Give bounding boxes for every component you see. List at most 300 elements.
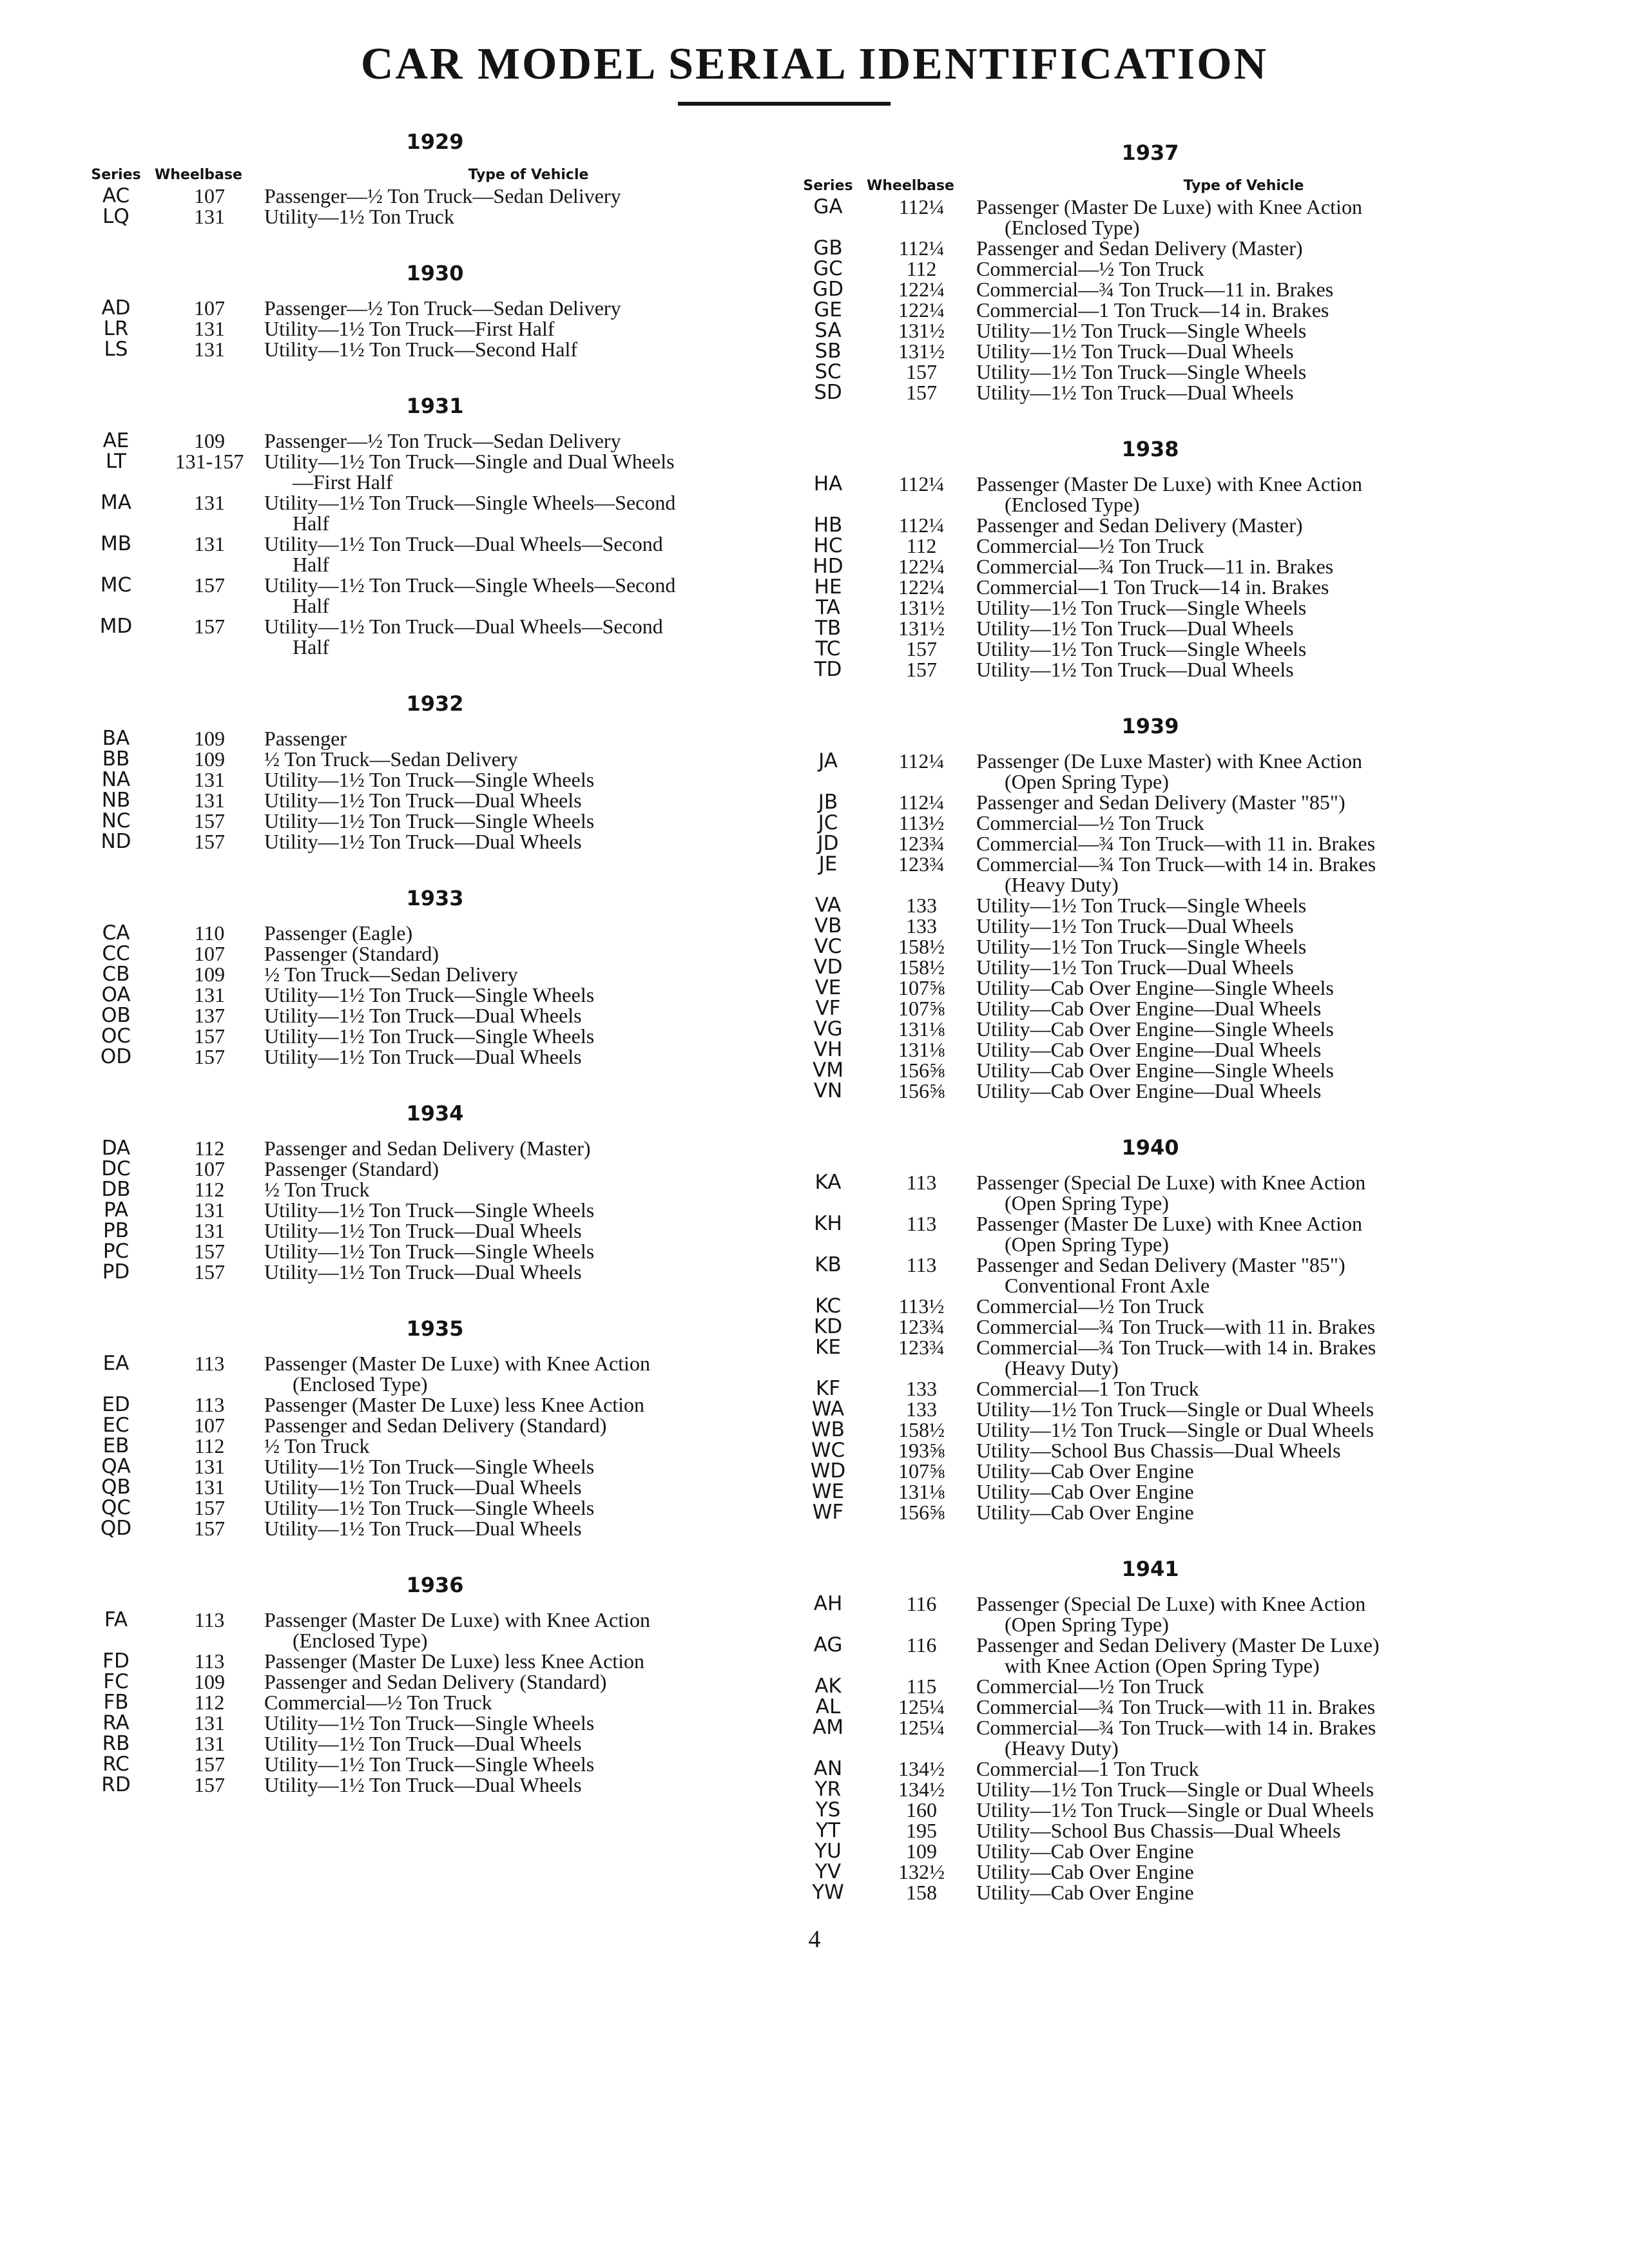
table-row <box>77 298 793 318</box>
series-code: HC <box>813 534 843 557</box>
vehicle-type-cell <box>264 790 793 811</box>
vehicle-type-continuation: (Open Spring Type) <box>1005 1233 1169 1256</box>
vehicle-type: Utility—Cab Over Engine <box>976 1860 1194 1883</box>
table-row <box>789 998 1511 1019</box>
series-code: LR <box>103 317 129 340</box>
vehicle-type-cell <box>976 1861 1511 1882</box>
vehicle-type: Passenger (Special De Luxe) with Knee Action <box>976 1171 1366 1194</box>
series-code: OA <box>101 983 131 1006</box>
vehicle-type: Utility—1½ Ton Truck—Single Wheels <box>264 1240 595 1263</box>
table-row <box>77 1774 793 1795</box>
table-row <box>789 659 1511 680</box>
wheelbase-value: 156⅝ <box>898 1079 945 1102</box>
table-row <box>77 749 793 769</box>
vehicle-type-cell <box>264 923 793 943</box>
vehicle-type: Utility—1½ Ton Truck—Single or Dual Wheels <box>976 1398 1374 1421</box>
wheelbase-value: 112¼ <box>898 514 945 537</box>
year-heading: 1932 <box>406 691 464 716</box>
table-row <box>77 339 793 360</box>
table-row <box>789 1502 1511 1523</box>
vehicle-type-cell <box>264 1610 793 1651</box>
year-section-1929 <box>77 129 793 227</box>
vehicle-type: Passenger (Master De Luxe) with Knee Action <box>264 1352 650 1375</box>
table-row <box>789 1635 1511 1676</box>
vehicle-type-cell <box>264 1046 793 1067</box>
vehicle-type-cell <box>264 575 793 616</box>
vehicle-type-cell <box>264 769 793 790</box>
vehicle-type-cell <box>264 943 793 964</box>
wheelbase-header: Wheelbase <box>867 178 954 194</box>
series-code: AN <box>813 1757 843 1780</box>
series-code: MB <box>100 532 131 555</box>
vehicle-type-cell <box>976 279 1511 300</box>
table-row <box>77 1518 793 1539</box>
vehicle-type: Utility—1½ Ton Truck—Dual Wheels <box>264 789 582 812</box>
vehicle-type: Commercial—¾ Ton Truck—with 11 in. Brakes <box>976 1315 1376 1338</box>
wheelbase-value: 131 <box>194 1711 225 1735</box>
series-code: RC <box>102 1753 130 1776</box>
wheelbase-value: 131 <box>194 1732 225 1755</box>
series-code: AH <box>813 1592 843 1615</box>
series-code: RB <box>102 1732 130 1755</box>
vehicle-type: Utility—1½ Ton Truck—Dual Wheels <box>976 956 1294 979</box>
series-code: KE <box>815 1336 841 1359</box>
series-code: NB <box>101 789 131 812</box>
table-row <box>77 318 793 339</box>
series-code: WE <box>811 1480 845 1503</box>
series-code: CB <box>102 963 130 986</box>
wheelbase-value: 113 <box>194 1649 225 1673</box>
wheelbase-value: 131 <box>194 338 225 361</box>
table-row <box>789 320 1511 341</box>
table-row <box>77 186 793 206</box>
table-row <box>77 923 793 943</box>
vehicle-type: Passenger and Sedan Delivery (Master "85") <box>976 1253 1345 1276</box>
vehicle-type-cell <box>976 1593 1511 1635</box>
vehicle-type-cell <box>976 535 1511 556</box>
vehicle-type-cell <box>976 998 1511 1019</box>
series-code: BA <box>102 727 130 750</box>
series-code: RD <box>101 1773 131 1796</box>
wheelbase-value: 132½ <box>898 1860 945 1883</box>
type-header: Type of Vehicle <box>468 167 589 183</box>
series-code: AC <box>102 184 130 207</box>
table-row <box>789 238 1511 258</box>
wheelbase-value: 131 <box>194 983 225 1006</box>
vehicle-type-cell <box>976 1676 1511 1696</box>
series-code: HE <box>814 575 842 599</box>
series-code: WC <box>811 1439 845 1462</box>
wheelbase-value: 131 <box>194 1198 225 1222</box>
vehicle-type-cell <box>976 1254 1511 1296</box>
vehicle-type-cell <box>976 1481 1511 1502</box>
wheelbase-value: 133 <box>906 1398 937 1421</box>
vehicle-type-cell <box>976 1779 1511 1800</box>
table-row <box>77 831 793 852</box>
vehicle-type: Utility—1½ Ton Truck—Dual Wheels <box>264 830 582 853</box>
series-code: JC <box>818 811 838 834</box>
vehicle-type: Utility—Cab Over Engine <box>976 1840 1194 1863</box>
vehicle-type: Commercial—¾ Ton Truck—with 14 in. Brakes <box>976 1716 1376 1739</box>
vehicle-type: Commercial—¾ Ton Truck—11 in. Brakes <box>976 278 1334 301</box>
vehicle-type-cell <box>976 341 1511 361</box>
wheelbase-value: 157 <box>906 360 937 383</box>
wheelbase-value: 131 <box>194 317 225 340</box>
vehicle-type: Utility—1½ Ton Truck—Single Wheels <box>264 1198 595 1222</box>
vehicle-type: Passenger—½ Ton Truck—Sedan Delivery <box>264 184 621 207</box>
wheelbase-value: 157 <box>906 381 937 404</box>
vehicle-type-cell <box>976 577 1511 597</box>
wheelbase-header: Wheelbase <box>155 167 242 183</box>
wheelbase-value: 109 <box>194 963 225 986</box>
type-header: Type of Vehicle <box>1183 178 1304 194</box>
series-code: VC <box>814 935 842 958</box>
wheelbase-value: 113½ <box>898 811 945 834</box>
series-code: EC <box>102 1414 130 1437</box>
vehicle-type-cell <box>976 751 1511 792</box>
series-code: AL <box>815 1695 841 1718</box>
vehicle-type-cell <box>264 831 793 852</box>
wheelbase-value: 125¼ <box>898 1695 945 1718</box>
wheelbase-value: 122¼ <box>898 575 945 599</box>
vehicle-type-cell <box>976 1696 1511 1717</box>
series-code: AK <box>815 1675 842 1698</box>
vehicle-type-cell <box>264 964 793 985</box>
vehicle-type-cell <box>264 1262 793 1282</box>
vehicle-type-cell <box>976 474 1511 515</box>
series-code: YT <box>816 1819 840 1842</box>
series-code: JE <box>818 852 838 876</box>
series-code: VH <box>813 1038 843 1061</box>
vehicle-type-cell <box>264 1179 793 1200</box>
wheelbase-value: 160 <box>906 1798 937 1821</box>
table-row <box>789 1696 1511 1717</box>
wheelbase-value: 157 <box>194 1517 225 1540</box>
table-row <box>77 1497 793 1518</box>
table-row <box>789 300 1511 320</box>
table-row <box>77 1610 793 1651</box>
wheelbase-value: 137 <box>194 1004 225 1027</box>
vehicle-type: Commercial—½ Ton Truck <box>976 1294 1204 1318</box>
vehicle-type: Utility—1½ Ton Truck—Single Wheels <box>264 1024 595 1048</box>
vehicle-type: Utility—1½ Ton Truck—Single Wheels <box>264 1496 595 1519</box>
vehicle-type: Passenger and Sedan Delivery (Master) <box>976 514 1303 537</box>
series-code: MD <box>99 615 133 638</box>
wheelbase-value: 116 <box>906 1592 937 1615</box>
table-row <box>789 957 1511 977</box>
year-heading: 1940 <box>1121 1135 1179 1160</box>
vehicle-type: Commercial—1 Ton Truck <box>976 1377 1199 1400</box>
series-code: FC <box>103 1670 129 1693</box>
year-heading: 1935 <box>406 1316 464 1341</box>
table-row <box>789 382 1511 403</box>
wheelbase-value: 122¼ <box>898 298 945 322</box>
wheelbase-value: 156⅝ <box>898 1501 945 1524</box>
vehicle-type: Commercial—1 Ton Truck—14 in. Brakes <box>976 298 1329 322</box>
series-code: WF <box>812 1501 844 1524</box>
series-code: JB <box>818 791 838 814</box>
wheelbase-value: 125¼ <box>898 1716 945 1739</box>
series-code: JD <box>817 832 839 855</box>
series-code: EA <box>102 1352 130 1375</box>
wheelbase-value: 131 <box>194 1455 225 1478</box>
table-row <box>789 1820 1511 1841</box>
wheelbase-value: 157 <box>194 809 225 832</box>
series-code: KA <box>815 1171 842 1194</box>
table-row <box>789 1254 1511 1296</box>
series-code: OB <box>101 1004 131 1027</box>
vehicle-type-cell <box>264 1005 793 1026</box>
vehicle-type-cell <box>264 1477 793 1497</box>
wheelbase-value: 131 <box>194 789 225 812</box>
vehicle-type-cell <box>976 854 1511 895</box>
wheelbase-value: 109 <box>194 429 225 452</box>
series-header: Series <box>803 178 853 194</box>
vehicle-type: Commercial—½ Ton Truck <box>976 1675 1204 1698</box>
vehicle-type-continuation: with Knee Action (Open Spring Type) <box>1005 1654 1320 1677</box>
vehicle-type: Commercial—¾ Ton Truck—with 14 in. Brakes <box>976 1336 1376 1359</box>
wheelbase-value: 112¼ <box>898 236 945 260</box>
vehicle-type: Utility—1½ Ton Truck—Single Wheels <box>264 1455 595 1478</box>
wheelbase-value: 131⅛ <box>898 1480 945 1503</box>
vehicle-type-cell <box>264 206 793 227</box>
table-row <box>77 769 793 790</box>
vehicle-type-cell <box>976 556 1511 577</box>
vehicle-type-cell <box>264 492 793 533</box>
wheelbase-value: 157 <box>194 573 225 597</box>
wheelbase-value: 112 <box>906 257 937 280</box>
series-code: WD <box>810 1459 846 1483</box>
vehicle-type-cell <box>976 238 1511 258</box>
vehicle-type: Passenger—½ Ton Truck—Sedan Delivery <box>264 296 621 320</box>
series-code: OC <box>101 1024 131 1048</box>
vehicle-type: Commercial—¾ Ton Truck—with 11 in. Brakes <box>976 1695 1376 1718</box>
vehicle-type-continuation: (Heavy Duty) <box>1005 1736 1119 1760</box>
series-code: RA <box>102 1711 130 1735</box>
table-row <box>789 197 1511 238</box>
series-code: VG <box>813 1017 843 1041</box>
vehicle-type-continuation: Half <box>293 594 329 617</box>
wheelbase-value: 112¼ <box>898 791 945 814</box>
table-row <box>789 1081 1511 1101</box>
column-headers <box>77 166 793 184</box>
table-row <box>789 515 1511 535</box>
year-section-1941 <box>789 1556 1511 1903</box>
table-row <box>789 1758 1511 1779</box>
vehicle-type-cell <box>264 533 793 575</box>
wheelbase-value: 157 <box>194 830 225 853</box>
vehicle-type-continuation: Half <box>293 635 329 658</box>
vehicle-type-continuation: Conventional Front Axle <box>1005 1274 1210 1297</box>
table-row <box>789 833 1511 854</box>
table-row <box>789 1172 1511 1213</box>
vehicle-type-cell <box>264 1158 793 1179</box>
table-row <box>789 556 1511 577</box>
table-row <box>77 575 793 616</box>
table-row <box>789 361 1511 382</box>
series-code: VB <box>814 914 842 937</box>
vehicle-type: Utility—1½ Ton Truck—Single Wheels <box>976 894 1307 917</box>
series-code: AG <box>813 1633 843 1657</box>
wheelbase-value: 107 <box>194 1414 225 1437</box>
vehicle-type-cell <box>264 1220 793 1241</box>
wheelbase-value: 113 <box>906 1212 937 1235</box>
vehicle-type-cell <box>264 1241 793 1262</box>
wheelbase-value: 123¾ <box>898 852 945 876</box>
vehicle-type-cell <box>976 639 1511 659</box>
table-row <box>789 279 1511 300</box>
vehicle-type-continuation: (Enclosed Type) <box>1005 216 1140 239</box>
vehicle-type-cell <box>976 1172 1511 1213</box>
series-code: OD <box>100 1045 132 1068</box>
series-code: CC <box>102 942 130 965</box>
vehicle-type: Utility—1½ Ton Truck—Single Wheels <box>264 768 595 791</box>
vehicle-type: Utility—1½ Ton Truck—Dual Wheels <box>264 1475 582 1499</box>
wheelbase-value: 158½ <box>898 956 945 979</box>
vehicle-type-cell <box>976 618 1511 639</box>
table-row <box>789 1378 1511 1399</box>
vehicle-type-continuation: (Open Spring Type) <box>1005 1613 1169 1636</box>
vehicle-type-cell <box>976 916 1511 936</box>
vehicle-type: Passenger <box>264 727 347 750</box>
table-row <box>789 597 1511 618</box>
table-row <box>77 1415 793 1436</box>
table-row <box>77 943 793 964</box>
vehicle-type-cell <box>976 361 1511 382</box>
vehicle-type-cell <box>264 1671 793 1692</box>
vehicle-type: Utility—1½ Ton Truck—Single and Dual Wheels <box>264 450 675 473</box>
vehicle-type-cell <box>976 1820 1511 1841</box>
wheelbase-value: 131 <box>194 1475 225 1499</box>
vehicle-type-cell <box>976 1419 1511 1440</box>
vehicle-type: ½ Ton Truck <box>264 1434 370 1457</box>
vehicle-type: Utility—1½ Ton Truck—Dual Wheels <box>976 617 1294 640</box>
table-row <box>789 1676 1511 1696</box>
vehicle-type: ½ Ton Truck—Sedan Delivery <box>264 963 518 986</box>
vehicle-type: Utility—1½ Ton Truck—Dual Wheels <box>264 1260 582 1283</box>
table-row <box>789 751 1511 792</box>
vehicle-type: Utility—Cab Over Engine—Single Wheels <box>976 976 1334 999</box>
vehicle-type: Passenger (Eagle) <box>264 921 413 945</box>
series-code: MC <box>100 573 132 597</box>
table-row <box>789 936 1511 957</box>
vehicle-type: Utility—1½ Ton Truck—Single or Dual Wheels <box>976 1778 1374 1801</box>
series-code: PA <box>104 1198 128 1222</box>
year-heading: 1930 <box>406 261 464 285</box>
vehicle-type: Passenger (Master De Luxe) with Knee Action <box>976 1212 1362 1235</box>
vehicle-type: Passenger (Special De Luxe) with Knee Action <box>976 1592 1366 1615</box>
series-code: WA <box>811 1398 845 1421</box>
table-row <box>77 1262 793 1282</box>
wheelbase-value: 157 <box>194 1240 225 1263</box>
series-code: SB <box>815 340 842 363</box>
series-code: FB <box>103 1691 129 1714</box>
series-code: HB <box>813 514 843 537</box>
series-code: KC <box>815 1294 842 1318</box>
table-row <box>789 1461 1511 1481</box>
wheelbase-value: 122¼ <box>898 555 945 578</box>
wheelbase-value: 131½ <box>898 596 945 619</box>
vehicle-type-cell <box>976 1882 1511 1903</box>
table-row <box>77 1692 793 1713</box>
table-row <box>77 1241 793 1262</box>
wheelbase-value: 107⅝ <box>898 1459 945 1483</box>
wheelbase-value: 157 <box>194 1496 225 1519</box>
vehicle-type-cell <box>976 300 1511 320</box>
wheelbase-value: 156⅝ <box>898 1059 945 1082</box>
vehicle-type-cell <box>264 1692 793 1713</box>
vehicle-type-cell <box>976 197 1511 238</box>
vehicle-type: Utility—1½ Ton Truck—Single Wheels <box>976 935 1307 958</box>
vehicle-type: Passenger (Master De Luxe) with Knee Action <box>264 1608 650 1631</box>
wheelbase-value: 133 <box>906 1377 937 1400</box>
table-row <box>789 258 1511 279</box>
vehicle-type: Utility—Cab Over Engine <box>976 1459 1194 1483</box>
wheelbase-value: 112¼ <box>898 195 945 218</box>
table-row <box>789 1399 1511 1419</box>
table-row <box>789 1039 1511 1060</box>
wheelbase-value: 122¼ <box>898 278 945 301</box>
year-section-1937 <box>789 140 1511 403</box>
year-section-1932 <box>77 691 793 852</box>
series-code: GE <box>814 298 842 322</box>
table-row <box>789 341 1511 361</box>
series-code: DC <box>101 1157 131 1180</box>
year-heading: 1933 <box>406 886 464 910</box>
series-code: SC <box>815 360 842 383</box>
vehicle-type: Utility—1½ Ton Truck—Single or Dual Wheels <box>976 1418 1374 1441</box>
year-section-1938 <box>789 436 1511 680</box>
vehicle-type-continuation: (Enclosed Type) <box>1005 493 1140 516</box>
series-code: AE <box>102 429 130 452</box>
wheelbase-value: 107⅝ <box>898 997 945 1020</box>
vehicle-type-cell <box>976 597 1511 618</box>
wheelbase-value: 134½ <box>898 1757 945 1780</box>
vehicle-type: Utility—1½ Ton Truck—Dual Wheels <box>264 1219 582 1242</box>
table-row <box>77 728 793 749</box>
year-heading: 1936 <box>406 1573 464 1597</box>
series-code: VE <box>815 976 842 999</box>
vehicle-type: ½ Ton Truck <box>264 1178 370 1201</box>
series-code: YU <box>815 1840 842 1863</box>
table-row <box>789 895 1511 916</box>
vehicle-type-cell <box>976 1337 1511 1378</box>
wheelbase-value: 157 <box>194 1260 225 1283</box>
vehicle-type: Utility—1½ Ton Truck—Dual Wheels <box>976 340 1294 363</box>
series-code: HA <box>813 472 843 495</box>
wheelbase-value: 109 <box>194 1670 225 1693</box>
vehicle-type: Utility—1½ Ton Truck—First Half <box>264 317 555 340</box>
vehicle-type: Utility—School Bus Chassis—Dual Wheels <box>976 1439 1341 1462</box>
vehicle-type: Passenger and Sedan Delivery (Master) <box>976 236 1303 260</box>
vehicle-type: Utility—1½ Ton Truck—Dual Wheels <box>976 658 1294 681</box>
vehicle-type: Passenger (Standard) <box>264 1157 439 1180</box>
wheelbase-value: 112¼ <box>898 472 945 495</box>
vehicle-type: Commercial—½ Ton Truck <box>976 257 1204 280</box>
wheelbase-value: 123¾ <box>898 832 945 855</box>
series-header: Series <box>91 167 141 183</box>
year-section-1936 <box>77 1572 793 1795</box>
page-number: 4 <box>808 1926 821 1953</box>
table-row <box>789 1800 1511 1820</box>
vehicle-type: Utility—1½ Ton Truck—Dual Wheels—Second <box>264 532 663 555</box>
series-code: YV <box>815 1860 842 1883</box>
vehicle-type-cell <box>264 1200 793 1220</box>
vehicle-type: Utility—1½ Ton Truck—Single Wheels <box>976 637 1307 660</box>
vehicle-type-cell <box>264 1518 793 1539</box>
wheelbase-value: 131 <box>194 768 225 791</box>
vehicle-type: Commercial—1 Ton Truck—14 in. Brakes <box>976 575 1329 599</box>
